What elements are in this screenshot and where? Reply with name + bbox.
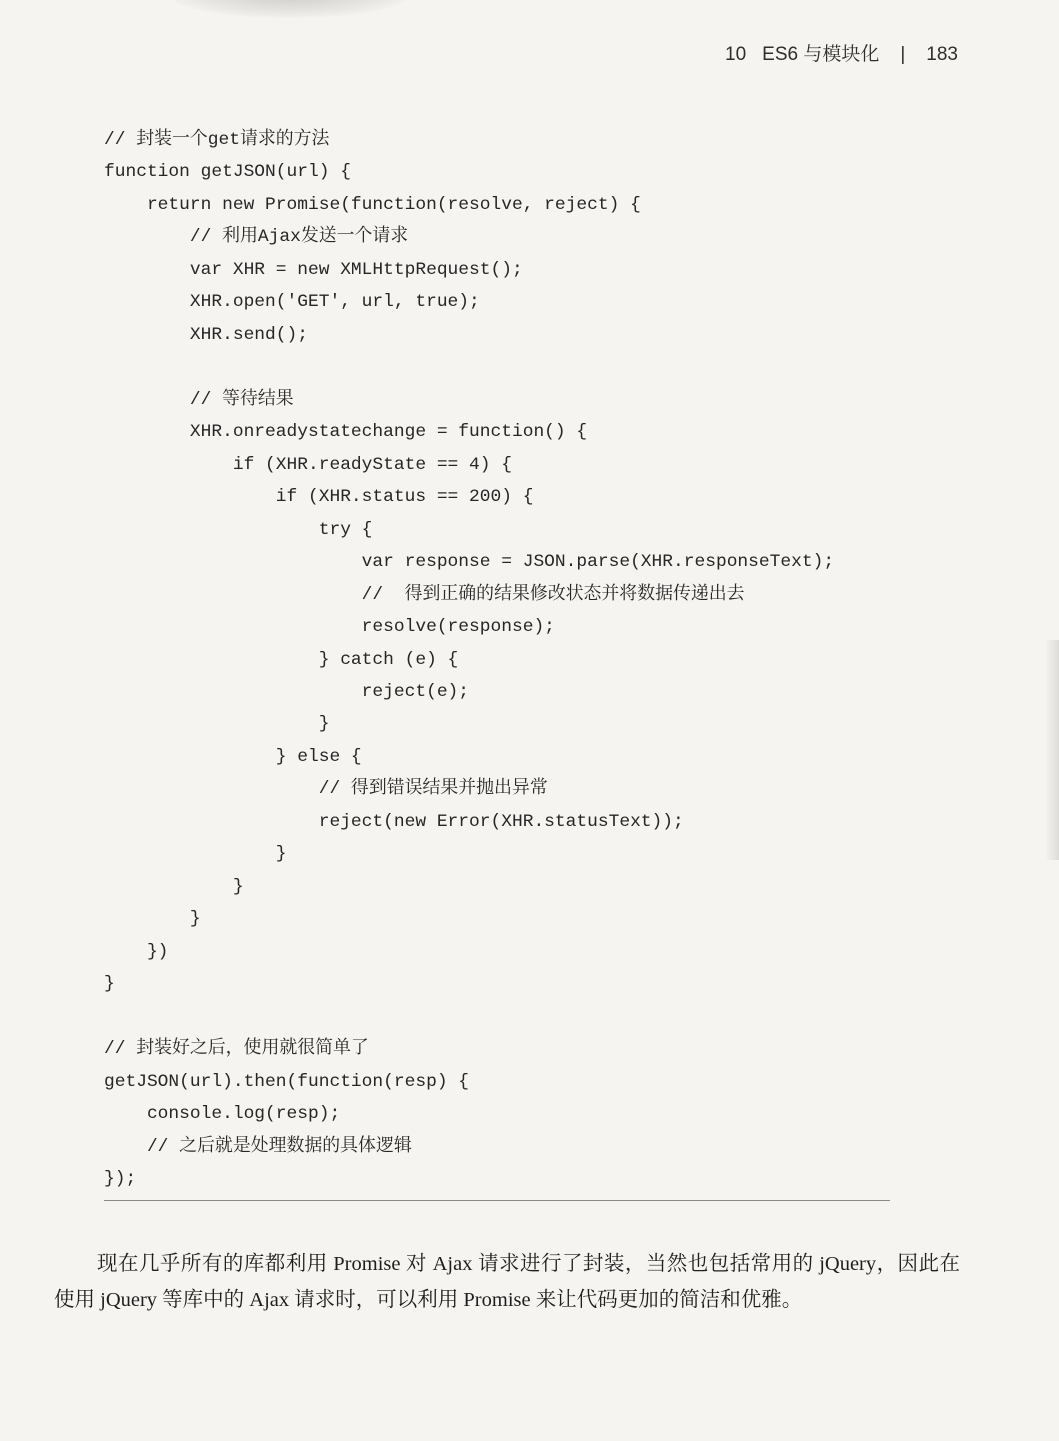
code-line: XHR.send();	[104, 324, 308, 345]
code-line: var response = JSON.parse(XHR.responseText);	[104, 552, 835, 573]
page-number: 183	[926, 44, 958, 65]
code-line: }	[104, 714, 330, 735]
code-line: XHR.open('GET', url, true);	[104, 292, 480, 313]
code-line: }	[104, 876, 244, 897]
code-comment-line: // 得到错误结果并抛出异常	[104, 779, 548, 800]
code-line: reject(e);	[104, 681, 470, 702]
code-line	[104, 1001, 834, 1033]
code-line: } else {	[104, 746, 362, 767]
chapter-number: 10	[725, 44, 747, 65]
code-line: reject(new Error(XHR.statusText));	[104, 811, 684, 832]
code-line: console.log(resp);	[104, 1104, 341, 1125]
running-header	[725, 43, 958, 67]
code-line: return new Promise(function(resolve, reject) {	[104, 194, 641, 215]
code-line: })	[104, 941, 169, 962]
code-line: XHR.onreadystatechange = function() {	[104, 422, 588, 443]
scan-shadow	[170, 0, 410, 18]
header-separator: |	[900, 44, 906, 65]
code-line	[104, 351, 834, 383]
page-edge-shade	[1045, 640, 1059, 860]
code-line: });	[104, 1169, 137, 1189]
body-paragraph: 现在几乎所有的库都利用 Promise 对 Ajax 请求进行了封装，当然也包括常用的 jQuery，因此在使用 jQuery 等库中的 Ajax 请求时，可以利用 Promise 来让代码更加的简洁和优雅。	[54, 1253, 960, 1311]
code-line: } catch (e) {	[104, 649, 459, 670]
code-comment-line: // 之后就是处理数据的具体逻辑	[104, 1136, 412, 1157]
code-line: try {	[104, 519, 373, 540]
code-line: if (XHR.status == 200) {	[104, 487, 534, 508]
code-comment-line: // 封装好之后，使用就很简单了	[104, 1039, 369, 1060]
code-line: resolve(response);	[104, 617, 555, 638]
code-line: }	[104, 844, 287, 865]
code-end-rule	[104, 1200, 890, 1201]
code-comment-line: // 封装一个get请求的方法	[104, 130, 330, 150]
code-line: function getJSON(url) {	[104, 162, 351, 183]
code-comment-line: // 利用Ajax发送一个请求	[104, 227, 409, 248]
code-listing	[104, 124, 834, 1195]
code-comment-line: // 得到正确的结果修改状态并将数据传递出去	[104, 584, 745, 605]
chapter-title: ES6 与模块化	[762, 44, 880, 65]
code-comment-line: // 等待结果	[104, 389, 294, 410]
code-line: }	[104, 909, 201, 930]
code-line: var XHR = new XMLHttpRequest();	[104, 259, 523, 280]
code-line: if (XHR.readyState == 4) {	[104, 454, 512, 475]
code-line: getJSON(url).then(function(resp) {	[104, 1071, 470, 1092]
code-line: }	[104, 974, 115, 995]
